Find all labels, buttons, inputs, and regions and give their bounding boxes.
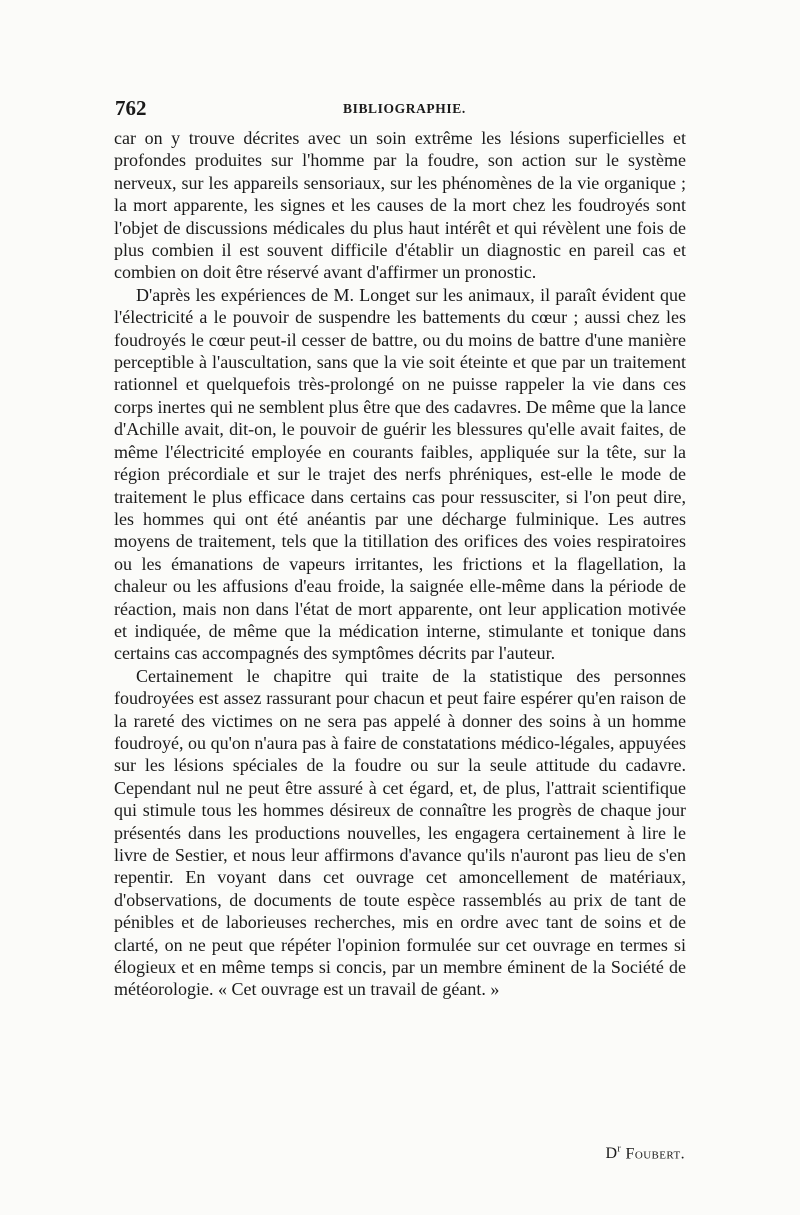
running-head: BIBLIOGRAPHIE.	[343, 101, 466, 116]
signature-name: Foubert.	[625, 1145, 685, 1163]
body-text	[114, 127, 686, 1001]
paragraph-3: Certainement le chapitre qui traite de la statistique des personnes foudroyées est assez rassurant pour chacun et peut faire espérer qu'en raison de la rareté des victimes on ne sera pas appelé à donner des soins à un homme foudroyé, ou qu'on n'aura pas à faire de constatations médico-légales, appuyées sur les lésions spéciales de la foudre ou sur la seule attitude du cadavre. Cependant nul ne peut être assuré à cet égard, et, de plus, l'attrait scientifique qui stimule tous les hommes désireux de connaître les progrès de chaque jour présentés dans les productions nouvelles, les engagera certainement à lire le livre de Sestier, et nous leur affirmons d'avance qu'ils n'auront pas lieu de s'en repentir. En voyant dans cet ouvrage cet amoncellement de matériaux, d'observations, de documents de toute espèce rassemblés au prix de tant de pénibles et de laborieuses recherches, mis en ordre avec tant de soins et de clarté, on ne peut que répéter l'opinion formulée sur cet ouvrage en termes si élogieux et en même temps si concis, par un membre éminent de la Société de météorologie. « Cet ouvrage est un travail de géant. »	[114, 665, 686, 1000]
signature-title-sup: r	[617, 1144, 622, 1155]
paragraph-1: car on y trouve décrites avec un soin extrême les lésions superficielles et profondes produites sur l'homme par la foudre, son action sur le système nerveux, sur les appareils sensoriaux, sur les phénomènes de la vie organique ; la mort apparente, les signes et les causes de la mort chez les foudroyés sont l'objet de discussions médicales du plus haut intérêt et qui révèlent une fois de plus combien il est souvent difficile d'établir un diagnostic en pareil cas et combien on doit être réservé avant d'affirmer un pronostic.	[114, 128, 686, 283]
page-number: 762	[115, 96, 147, 120]
page-header	[115, 96, 685, 122]
author-signature	[605, 1144, 685, 1163]
signature-title	[605, 1145, 621, 1162]
signature-title-text: D	[605, 1145, 618, 1163]
paragraph-2: D'après les expériences de M. Longet sur les animaux, il paraît évident que l'électricité a le pouvoir de suspendre les battements du cœur ; aussi chez les foudroyés le cœur peut-il cesser de battre, ou du moins de battre d'une manière perceptible à l'auscultation, sans que la vie soit éteinte et que par un traitement rationnel et quelquefois très-prolongé on ne puisse rappeler la vie dans ces corps inertes qui ne semblent plus être que des cadavres. De même que la lance d'Achille avait, dit-on, le pouvoir de guérir les blessures qu'elle avait faites, de même l'électricité employée en courants faibles, appliquée sur la tête, sur la région précordiale et sur le trajet des nerfs phréniques, est-elle le mode de traitement le plus efficace dans certains cas pour ressusciter, si l'on peut dire, les hommes qui ont été anéantis par une décharge fulminique. Les autres moyens de traitement, tels que la titillation des orifices des voies respiratoires ou les émanations de vapeurs irritantes, les frictions et la flagellation, la chaleur ou les affusions d'eau froide, la saignée elle-même dans la période de réaction, mais non dans l'état de mort apparente, ont leur application motivée et indiquée, de même que la médication interne, stimulante et tonique dans certains cas accompagnés des symptômes décrits par l'auteur.	[114, 284, 686, 664]
